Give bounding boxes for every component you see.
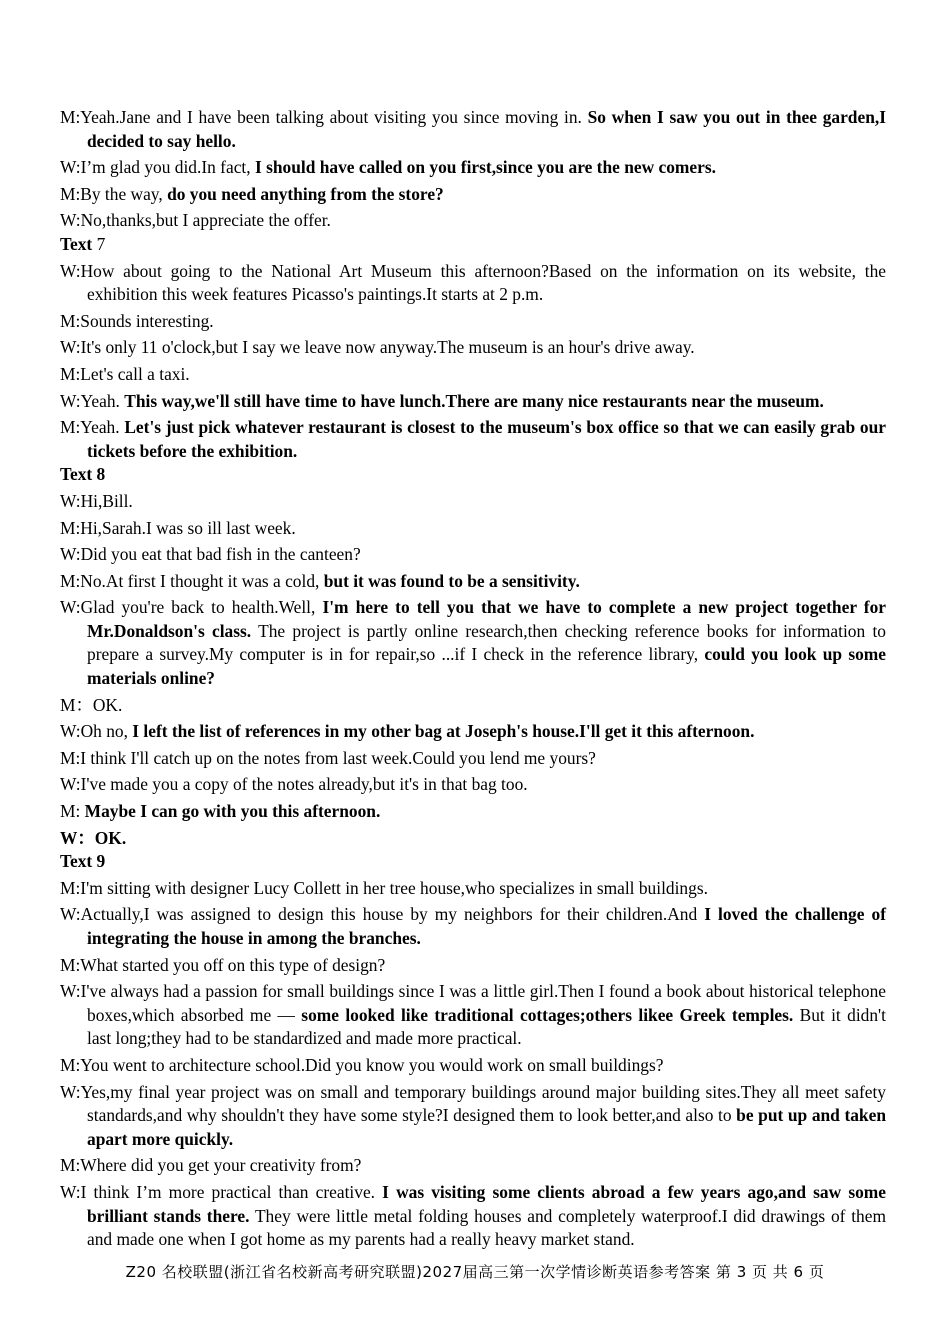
dialogue-line	[60, 1181, 886, 1252]
dialogue-text: W:Yes,my final year project was on small and temporary buildings around major building sites.They all meet safety standards,and why shouldn't they have some style?I designed them to look better,and also to	[60, 1081, 886, 1126]
dialogue-text: M:Yeah.Jane and I have been talking about visiting you since moving in.	[60, 107, 588, 127]
dialogue-text: M:	[60, 801, 85, 822]
dialogue-text: M:Let's call a taxi.	[60, 363, 190, 384]
dialogue-text: W:Oh no,	[60, 721, 133, 742]
answer-highlight: Let's just pick whatever restaurant is closest to the museum's box office so that we can easily grab our tickets before the exhibition.	[87, 417, 886, 461]
dialogue-line	[60, 209, 886, 233]
dialogue-text: M:By the way,	[60, 183, 168, 204]
answer-highlight: I'm here to tell you that we have to complete a new project together for Mr.Donaldson's class.	[87, 597, 886, 641]
dialogue-text: W:Glad you're back to health.Well,	[60, 597, 323, 618]
dialogue-line	[60, 1081, 886, 1152]
dialogue-line	[60, 183, 886, 207]
section-heading-label: Text 9	[60, 851, 106, 872]
answer-highlight: do you need anything from the store?	[167, 183, 444, 204]
dialogue-line	[60, 773, 886, 797]
dialogue-line	[60, 1154, 886, 1178]
dialogue-line	[60, 416, 886, 463]
dialogue-line	[60, 363, 886, 387]
dialogue-line	[60, 954, 886, 978]
answer-highlight: could you look up some materials online?	[87, 644, 886, 689]
dialogue-line	[60, 570, 886, 594]
section-heading	[60, 233, 886, 257]
dialogue-line	[60, 310, 886, 334]
dialogue-line	[60, 596, 886, 690]
dialogue-text: M:Hi,Sarah.I was so ill last week.	[60, 517, 296, 538]
dialogue-line	[60, 490, 886, 514]
section-heading-number: 7	[92, 233, 106, 254]
section-heading	[60, 463, 886, 487]
answer-highlight: but it was found to be a sensitivity.	[323, 570, 580, 591]
dialogue-line	[60, 903, 886, 950]
document-body	[60, 106, 886, 1252]
dialogue-text: M:What started you off on this type of design?	[60, 954, 386, 975]
answer-highlight: I was visiting some clients abroad a few years ago,and saw some brilliant stands there.	[87, 1181, 886, 1226]
dialogue-text: W:I've made you a copy of the notes already,but it's in that bag too.	[60, 774, 528, 795]
dialogue-text: M:Yeah.	[60, 417, 125, 438]
dialogue-text: M:Sounds interesting.	[60, 310, 214, 331]
dialogue-text: M:I'm sitting with designer Lucy Collett in her tree house,who specializes in small buildings.	[60, 877, 708, 898]
dialogue-line	[60, 694, 886, 718]
dialogue-text: M:I think I'll catch up on the notes from last week.Could you lend me yours?	[60, 747, 596, 768]
dialogue-text: W:I’m glad you did.In fact,	[60, 157, 255, 178]
dialogue-line	[60, 800, 886, 824]
answer-highlight: So when I saw you out in thee garden,I decided to say hello.	[87, 107, 886, 151]
answer-highlight: be put up and taken apart more quickly.	[87, 1105, 886, 1149]
page-footer: Z20 名校联盟(浙江省名校新高考研究联盟)2027届高三第一次学情诊断英语参考答案 第 3 页 共 6 页	[125, 1263, 825, 1281]
dialogue-text: W:How about going to the National Art Museum this afternoon?Based on the information on its website, the exhibition this week features Picasso's paintings.It starts at 2 p.m.	[60, 260, 886, 305]
dialogue-line	[60, 980, 886, 1051]
dialogue-text: M:No.At first I thought it was a cold,	[60, 570, 324, 591]
answer-highlight: This way,we'll still have time to have lunch.There are many nice restaurants near the museum.	[124, 390, 824, 411]
answer-highlight: I left the list of references in my other bag at Joseph's house.I'll get it this afternoon.	[132, 721, 755, 742]
section-heading	[60, 850, 886, 874]
dialogue-line	[60, 260, 886, 307]
dialogue-line	[60, 747, 886, 771]
dialogue-text: W:Hi,Bill.	[60, 490, 133, 511]
dialogue-text: They were little metal folding houses and completely waterproof.I did drawings of them and made one when I got home as my parents had a really heavy market stand.	[87, 1205, 886, 1250]
dialogue-line	[60, 543, 886, 567]
dialogue-line	[60, 720, 886, 744]
dialogue-text: M:You went to architecture school.Did you know you would work on small buildings?	[60, 1054, 664, 1075]
dialogue-line	[60, 1054, 886, 1078]
dialogue-line	[60, 390, 886, 414]
dialogue-line	[60, 517, 886, 541]
dialogue-text: W:Actually,I was assigned to design this house by my neighbors for their children.And	[60, 904, 705, 925]
dialogue-text: M：OK.	[60, 694, 123, 715]
section-heading-label: Text	[60, 233, 93, 254]
dialogue-line	[60, 336, 886, 360]
dialogue-text: W:Did you eat that bad fish in the canteen?	[60, 544, 361, 565]
dialogue-text: W:It's only 11 o'clock,but I say we leave now anyway.The museum is an hour's drive away.	[60, 337, 695, 358]
answer-highlight: Maybe I can go with you this afternoon.	[84, 801, 381, 822]
dialogue-text: M:Where did you get your creativity from?	[60, 1155, 362, 1176]
answer-highlight: W：OK.	[60, 827, 127, 848]
dialogue-text: The project is partly online research,then checking reference books for information to prepare a survey.My computer is in for repair,so ...if I check in the reference library,	[87, 620, 886, 665]
dialogue-line	[60, 106, 886, 153]
dialogue-line	[60, 156, 886, 180]
dialogue-text: W:I've always had a passion for small buildings since I was a little girl.Then I found a book about historical telephone boxes,which absorbed me —	[60, 981, 886, 1025]
dialogue-text: W:I think I’m more practical than creative.	[60, 1181, 383, 1202]
dialogue-line	[60, 877, 886, 901]
dialogue-text: But it didn't last long;they had to be standardized and made more practical.	[87, 1004, 887, 1049]
answer-highlight: some looked like traditional cottages;others likee Greek temples.	[301, 1004, 794, 1025]
answer-highlight: I should have called on you first,since you are the new comers.	[254, 157, 716, 178]
dialogue-text: W:Yeah.	[60, 390, 125, 411]
dialogue-text: W:No,thanks,but I appreciate the offer.	[60, 210, 331, 231]
section-heading-label: Text 8	[60, 464, 106, 485]
answer-highlight: I loved the challenge of integrating the house in among the branches.	[87, 904, 886, 948]
dialogue-line	[60, 827, 886, 851]
